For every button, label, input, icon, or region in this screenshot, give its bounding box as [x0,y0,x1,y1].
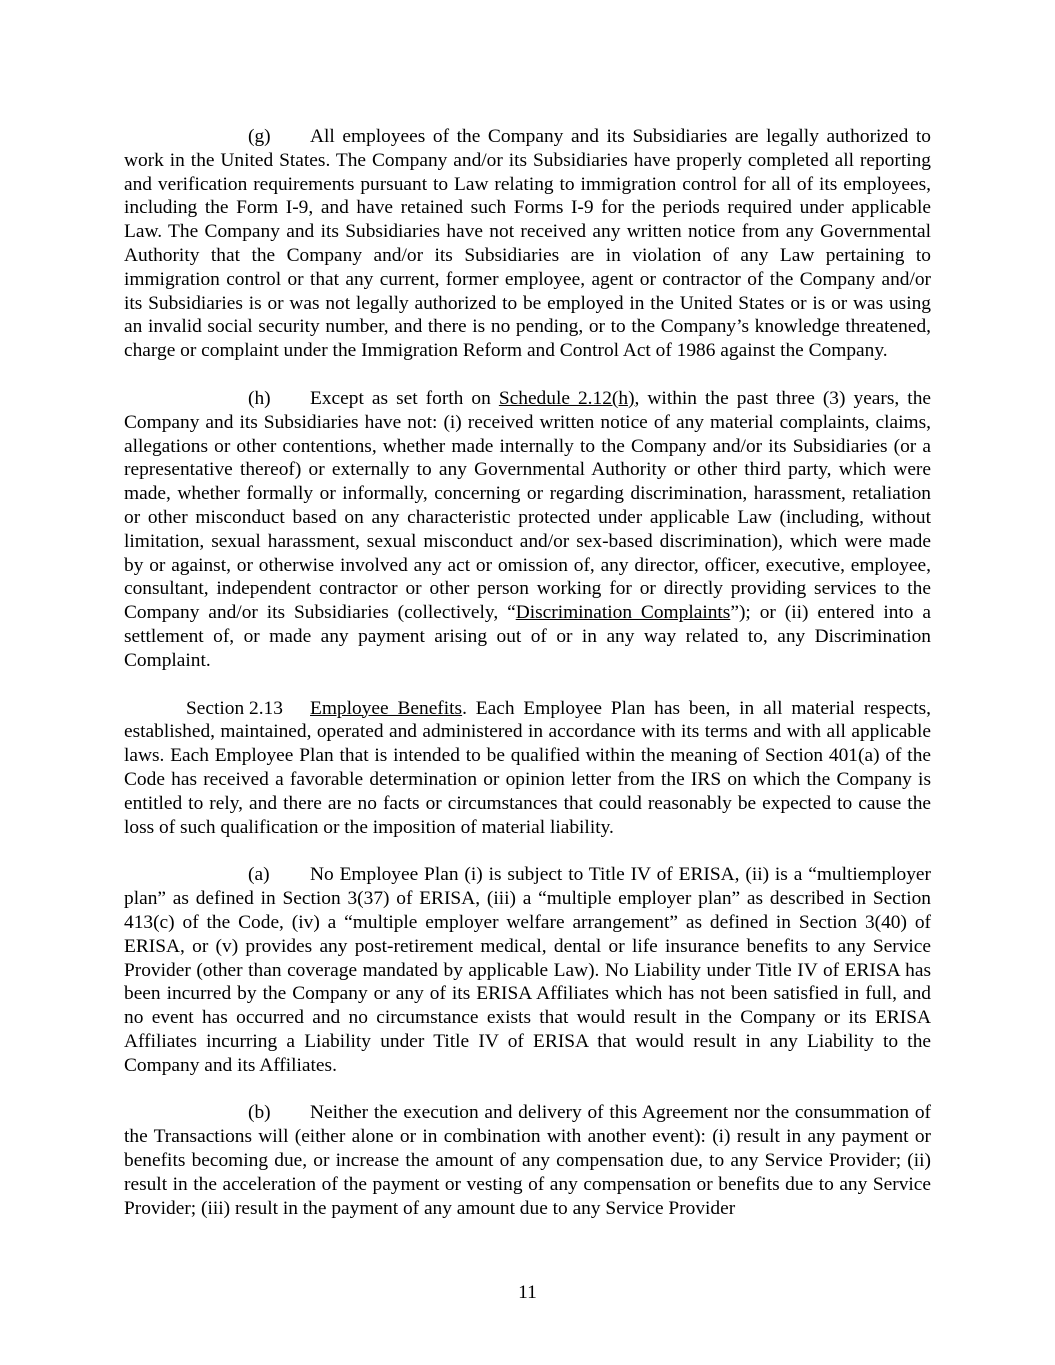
paragraph-label: (h) [248,387,271,409]
paragraph-b [124,1101,931,1220]
paragraph-text: ”); or (ii) entered into a settlement of, or made any payment arising out of or in any way related to, any Discrimination Complaint. [124,602,931,671]
section-number: Section 2.13 [186,697,283,719]
paragraph-a [124,863,931,1077]
section-2-13 [124,697,931,840]
paragraph-text: No Employee Plan (i) is subject to Title IV of ERISA, (ii) is a “multiemployer plan” as defined in Section 3(37) of ERISA, (iii) a “multiple employer plan” as described in Section 413(c) of the Code, (iv) a “multiple employer welfare arrangement” as defined in Section 3(40) of ERISA, or (v) provides any post-retirement medical, dental or life insurance benefits to any Service Provider (other than coverage mandated by applicable Law). No Liability under Title IV of ERISA has been incurred by the Company or any of its ERISA Affiliates which has not been satisfied in full, and no event has occurred and no circumstance exists that would result in the Company or its ERISA Affiliates incurring a Liability under Title IV of ERISA that would result in any Liability to the Company and its Affiliates. [124,864,931,1076]
paragraph-text: . Each Employee Plan has been, in all material respects, established, maintained, operated and administered in accordance with its terms and with all applicable laws. Each Employee Plan that is intended to be qualified within the meaning of Section 401(a) of the Code has received a favorable determination or opinion letter from the IRS on which the Company is entitled to rely, and there are no facts or circumstances that could reasonably be expected to cause the loss of such qualification or the imposition of material liability. [124,697,931,838]
defined-term: Discrimination Complaints [515,602,731,624]
paragraph-g [124,125,931,363]
paragraph-text: Except as set forth on [310,387,499,409]
page-number: 11 [518,1282,537,1303]
paragraph-label: (b) [248,1102,271,1124]
paragraph-h [124,387,931,673]
paragraph-text: Neither the execution and delivery of this Agreement nor the consummation of the Transactions will (either alone or in combination with another event): (i) result in any payment or benefits becoming due, or increase the amount of any compensation due, to any Service Provider; (ii) result in the acceleration of the payment or vesting of any compensation or benefits due to any Service Provider; (iii) result in the payment of any amount due to any Service Provider [124,1102,931,1219]
paragraph-text: , within the past three (3) years, the Company and its Subsidiaries have not: (i) received written notice of any material complaints, claims, allegations or other contentions, whether made internally to the Company and/or its Subsidiaries (or a representative thereof) or externally to any Governmental Authority or other third party, which were made, whether formally or informally, concerning or regarding discrimination, harassment, retaliation or other misconduct based on any characteristic protected under applicable Law (including, without limitation, sexual harassment, sexual misconduct and/or sex-based discrimination), which were made by or against, or otherwise involved any act or omission of, any director, officer, executive, employee, consultant, independent contractor or other person working for or directly providing services to the Company and/or its Subsidiaries (collectively, “ [124,387,932,624]
paragraph-label: (a) [248,864,270,886]
paragraph-text: All employees of the Company and its Subsidiaries are legally authorized to work in the United States. The Company and/or its Subsidiaries have properly completed all reporting and verification requirements pursuant to Law relating to immigration control for all of its employees, including the Form I-9, and have retained such Forms I-9 for the periods required under applicable Law. The Company and its Subsidiaries have not received any written notice from any Governmental Authority that the Company and/or its Subsidiaries are in violation of any Law pertaining to immigration control or that any current, former employee, agent or contractor of the Company and/or its Subsidiaries is or was not legally authorized to be employed in the United States or is or was using an invalid social security number, and there is no pending, or to the Company’s knowledge threatened, charge or complaint under the Immigration Reform and Control Act of 1986 against the Company. [124,126,931,362]
schedule-reference: Schedule 2.12(h) [498,387,635,409]
section-heading: Employee Benefits [310,697,463,719]
page-body [124,125,931,1244]
paragraph-label: (g) [248,126,271,147]
